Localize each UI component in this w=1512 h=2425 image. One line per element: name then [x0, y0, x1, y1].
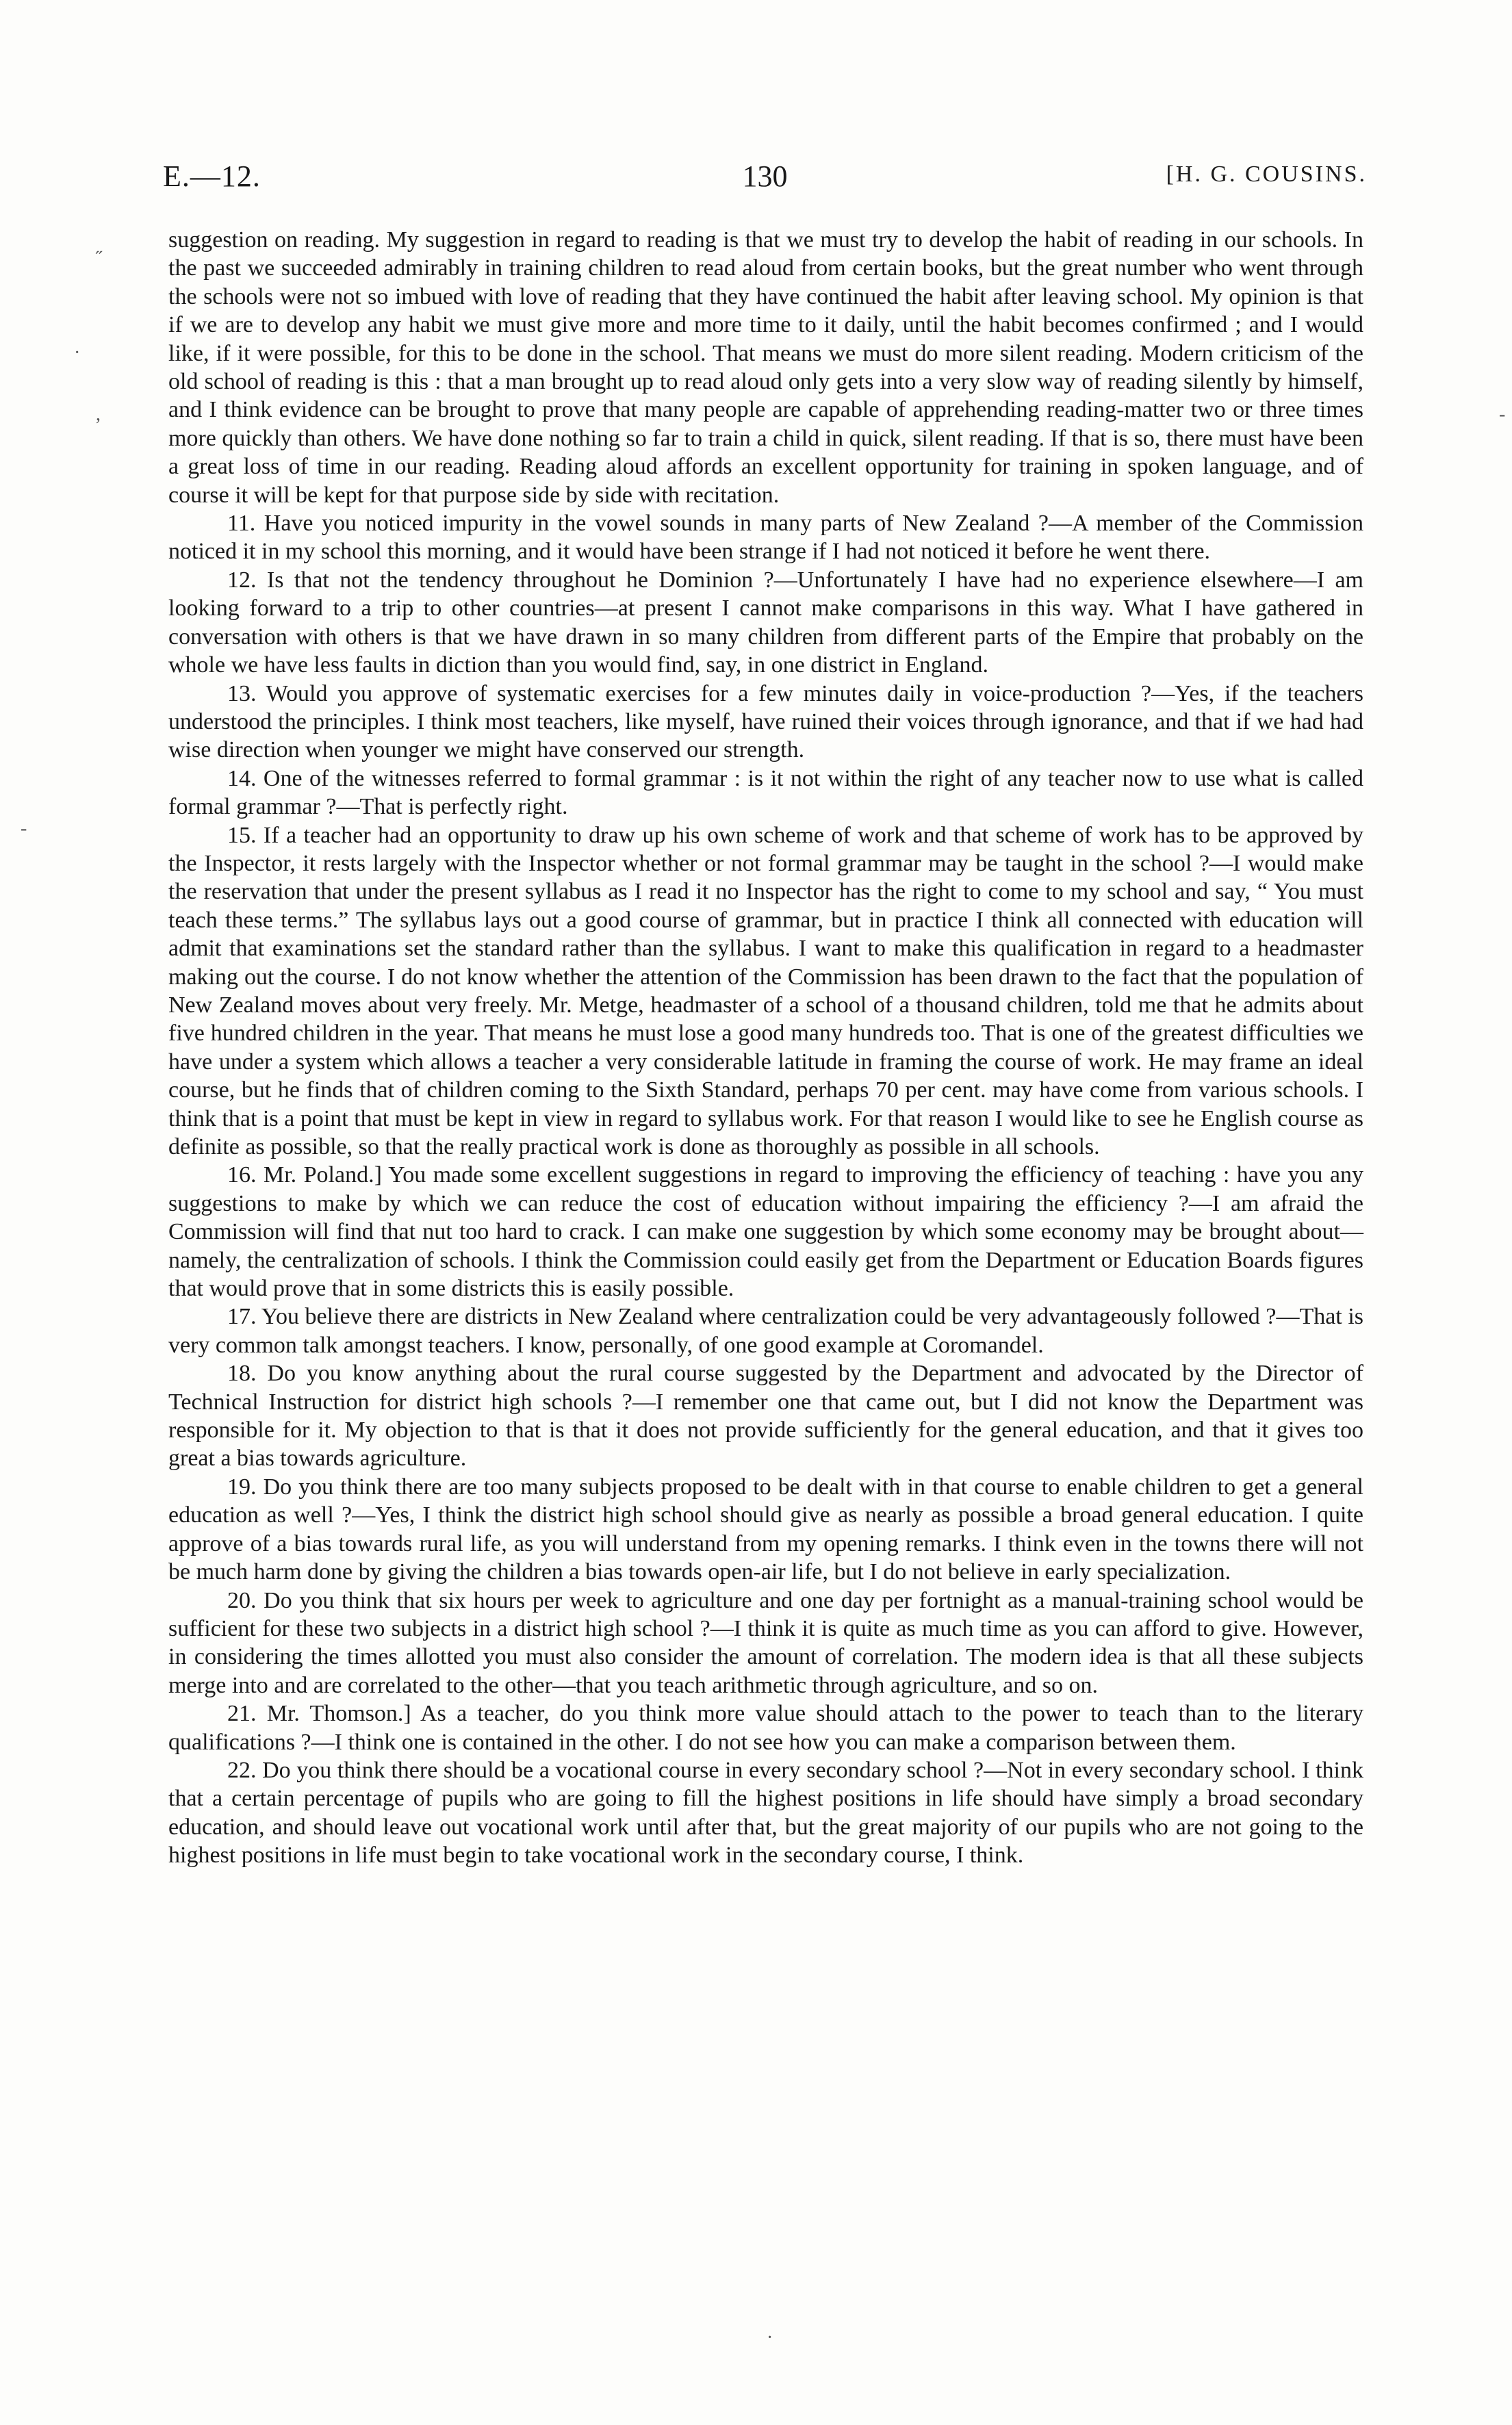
witness-name: [H. G. COUSINS. [1166, 162, 1367, 187]
paragraph-question-17: 17. You believe there are districts in New Zealand where centralization could be very advantageously followed ?—That is very common talk amongst teachers. I know, personally, of one good example at Coromandel. [168, 1304, 1363, 1358]
margin-tick: - [1499, 404, 1506, 425]
paragraph-question-15: 15. If a teacher had an opportunity to draw up his own scheme of work and that scheme of work has to be approved by the Inspector, it rests largely with the Inspector whether or not formal grammar may be taught in the school ?—I would make the reservation that under the present syllabus as I read it no Inspector has the right to come to my school and say, “ You must teach these terms.” The syllabus lays out a good course of grammar, but in practice I think all connected with education will admit that examinations set the standard rather than the syllabus. I want to make this qualification in regard to a headmaster making out the course. I do not know whether the attention of the Commission has been drawn to the fact that the population of New Zealand moves about very freely. Mr. Metge, headmaster of a school of a thousand children, told me that he admits about five hundred children in the year. That means he must lose a good many hundreds too. That is one of the greatest difficulties we have under a system which allows a teacher a very considerable latitude in framing the course of work. He may frame an ideal course, but he finds that of children coming to the Sixth Standard, perhaps 70 per cent. may have come from various schools. I think that is a point that must be kept in view in regard to syllabus work. For that reason I would like to see he English course as definite as possible, so that the really practical work is done as thoroughly as possible in all schools. [168, 822, 1363, 1159]
margin-tick: · [74, 342, 81, 363]
paragraph-question-11: 11. Have you noticed impurity in the vowel sounds in many parts of New Zealand ?—A member of the Commission noticed it in my school this morning, and it would have been strange if I had not noticed it before he went there. [168, 511, 1363, 565]
page-number: 130 [742, 159, 788, 193]
margin-tick: - [21, 818, 27, 839]
paragraph-question-13: 13. Would you approve of systematic exercises for a few minutes daily in voice-production ?—Yes, if the teachers understood the principles. I think most teachers, like myself, have ruined their voices through ignorance, and that if we had had wise direction when younger we might have conserved our strength. [168, 680, 1363, 763]
margin-tick: , [96, 404, 101, 425]
paragraph-question-14: 14. One of the witnesses referred to formal grammar : is it not within the right of any teacher now to use what is called formal grammar ?—That is perfectly right. [168, 765, 1363, 820]
paragraph-question-20: 20. Do you think that six hours per week to agriculture and one day per fortnight as a manual-training school would be sufficient for these two subjects in a district high school ?—I think it is quite as much time as you can afford to give. However, in considering the times allotted you must also consider the amount of correlation. The modern idea is that all these subjects merge into and are correlated to the other—that you teach arithmetic through agriculture, and so on. [168, 1587, 1363, 1698]
page-header [163, 159, 1367, 200]
paragraph-question-12: 12. Is that not the tendency throughout he Dominion ?—Unfortunately I have had no experience elsewhere—I am looking forward to a trip to other countries—at present I cannot make comparisons in this way. What I have gathered in conversation with others is that we have drawn in so many children from different parts of the Empire that probably on the whole we have less faults in diction than you would find, say, in one district in England. [168, 567, 1363, 678]
paragraph-question-16: 16. Mr. Poland.] You made some excellent suggestions in regard to improving the efficiency of teaching : have you any suggestions to make by which we can reduce the cost of education without impairing the efficiency ?—I am afraid the Commission will find that nut too hard to crack. I can make one suggestion by which some economy may be brought about—namely, the centralization of schools. I think the Commission could easily get from the Department or Education Boards figures that would prove that in some districts this is easily possible. [168, 1162, 1363, 1302]
paragraph-question-19: 19. Do you think there are too many subjects proposed to be dealt with in that course to enable children to get a general education as well ?—Yes, I think the district high school should give as nearly as possible a broad general education. I quite approve of a bias towards rural life, as you will understand from my opening remarks. I think even in the towns there will not be much harm done by giving the children a bias towards open-air life, but I do not believe in early specialization. [168, 1474, 1363, 1585]
margin-tick: · [767, 2327, 773, 2348]
paragraph-continuation: suggestion on reading. My suggestion in regard to reading is that we must try to develop the habit of reading in our schools. In the past we succeeded admirably in training children to read aloud from certain books, but the great number who went through the schools were not so imbued with love of reading that they have continued the habit after leaving school. My opinion is that if we are to develop any habit we must give more and more time to it daily, until the habit becomes confirmed ; and I would like, if it were possible, for this to be done in the school. That means we must do more silent reading. Modern criticism of the old school of reading is this : that a man brought up to read aloud only gets into a very slow way of reading silently by himself, and I think evidence can be brought to prove that many people are capable of apprehending reading-matter two or three times more quickly than others. We have done nothing so far to train a child in quick, silent reading. If that is so, there must have been a great loss of time in our reading. Reading aloud affords an excellent opportunity for training in spoken language, and of course it will be kept for that purpose side by side with recitation. [168, 227, 1363, 508]
margin-tick: ˶ [96, 240, 103, 261]
paragraph-question-22: 22. Do you think there should be a vocational course in every secondary school ?—Not in every secondary school. I think that a certain percentage of pupils who are going to fill the highest positions in life should have simply a broad secondary education, and should leave out vocational work until after that, but the great majority of our pupils who are not going to the highest positions in life must begin to take vocational work in the secondary course, I think. [168, 1757, 1363, 1869]
body-text [168, 226, 1363, 1870]
document-reference: E.—12. [163, 159, 261, 193]
paragraph-question-21: 21. Mr. Thomson.] As a teacher, do you think more value should attach to the power to teach than to the literary qualifications ?—I think one is contained in the other. I do not see how you can make a comparison between them. [168, 1701, 1363, 1755]
paragraph-question-18: 18. Do you know anything about the rural course suggested by the Department and advocated by the Director of Technical Instruction for district high schools ?—I remember one that came out, but I did not know the Department was responsible for it. My objection to that is that it does not provide sufficiently for the general education, and that it gives too great a bias towards agriculture. [168, 1361, 1363, 1472]
